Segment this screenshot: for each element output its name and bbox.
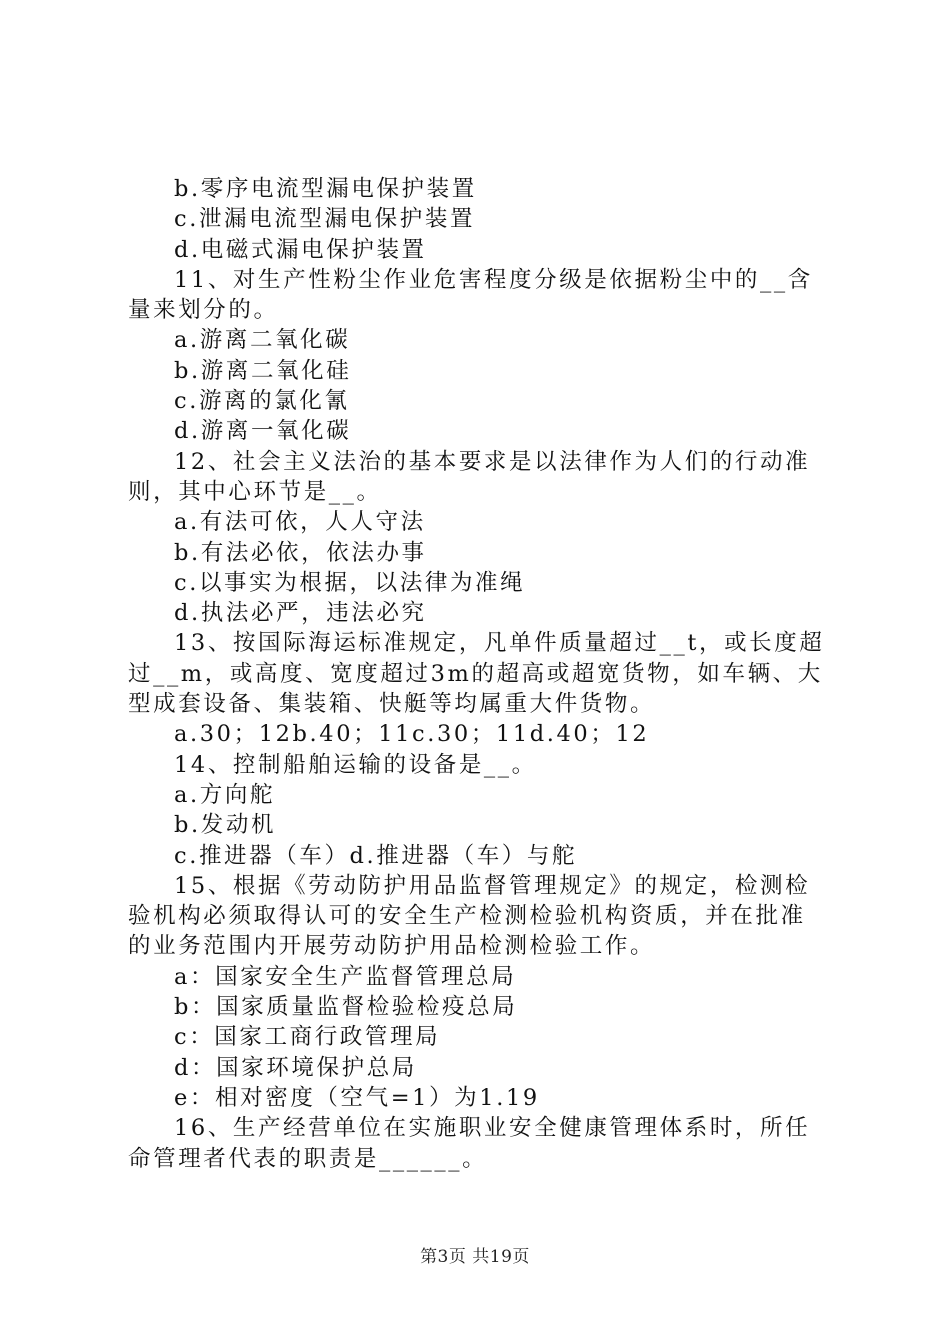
question-text: 13、按国际海运标准规定，凡单件质量超过__t，或长度超 <box>174 630 825 657</box>
answer-option: a.方向舵 <box>174 781 276 808</box>
question-continuation: 的业务范围内开展劳动防护用品检测检验工作。 <box>128 933 656 960</box>
document-body <box>128 174 832 1174</box>
answer-option: b：国家质量监督检验检疫总局 <box>174 994 518 1021</box>
answer-option: a.游离二氧化碳 <box>174 327 351 354</box>
question-text: 11、对生产性粉尘作业危害程度分级是依据粉尘中的__含 <box>174 266 813 293</box>
question-text: 15、根据《劳动防护用品监督管理规定》的规定，检测检 <box>174 872 811 899</box>
answer-option: e：相对密度（空气=1）为1.19 <box>174 1084 540 1111</box>
question-continuation: 命管理者代表的职责是______。 <box>128 1145 488 1172</box>
answer-option: b.零序电流型漏电保护装置 <box>174 176 477 202</box>
question-continuation: 过__m，或高度、宽度超过3m的超高或超宽货物，如车辆、大 <box>128 660 823 687</box>
answer-option: a：国家安全生产监督管理总局 <box>174 963 517 990</box>
answer-option: d.游离一氧化碳 <box>174 418 352 445</box>
answer-option: a.30；12b.40；11c.30；11d.40；12 <box>174 721 650 748</box>
answer-option: c.泄漏电流型漏电保护装置 <box>174 206 476 233</box>
answer-option: c.游离的氯化氰 <box>174 388 350 415</box>
question-continuation: 型成套设备、集装箱、快艇等均属重大件货物。 <box>128 691 656 718</box>
question-text: 16、生产经营单位在实施职业安全健康管理体系时，所任 <box>174 1115 811 1142</box>
question-continuation: 则，其中心环节是__。 <box>128 478 382 505</box>
answer-option: b.发动机 <box>174 812 277 839</box>
answer-option: c.推进器（车）d.推进器（车）与舵 <box>174 842 578 869</box>
answer-option: c：国家工商行政管理局 <box>174 1024 441 1051</box>
question-text: 14、控制船舶运输的设备是__。 <box>174 751 537 778</box>
answer-option: a.有法可依，人人守法 <box>174 509 426 536</box>
question-continuation: 验机构必须取得认可的安全生产检测检验机构资质，并在批准 <box>128 903 806 930</box>
answer-option: b.有法必依，依法办事 <box>174 539 427 566</box>
question-continuation: 量来划分的。 <box>128 297 279 324</box>
question-text: 12、社会主义法治的基本要求是以法律作为人们的行动准 <box>174 448 811 475</box>
answer-option: d：国家环境保护总局 <box>174 1054 417 1081</box>
answer-option: d.电磁式漏电保护装置 <box>174 236 427 263</box>
page-footer: 第3页 共19页 <box>420 1247 530 1267</box>
answer-option: d.执法必严，违法必究 <box>174 600 427 627</box>
answer-option: c.以事实为根据，以法律为准绳 <box>174 569 526 596</box>
answer-option: b.游离二氧化硅 <box>174 357 352 384</box>
